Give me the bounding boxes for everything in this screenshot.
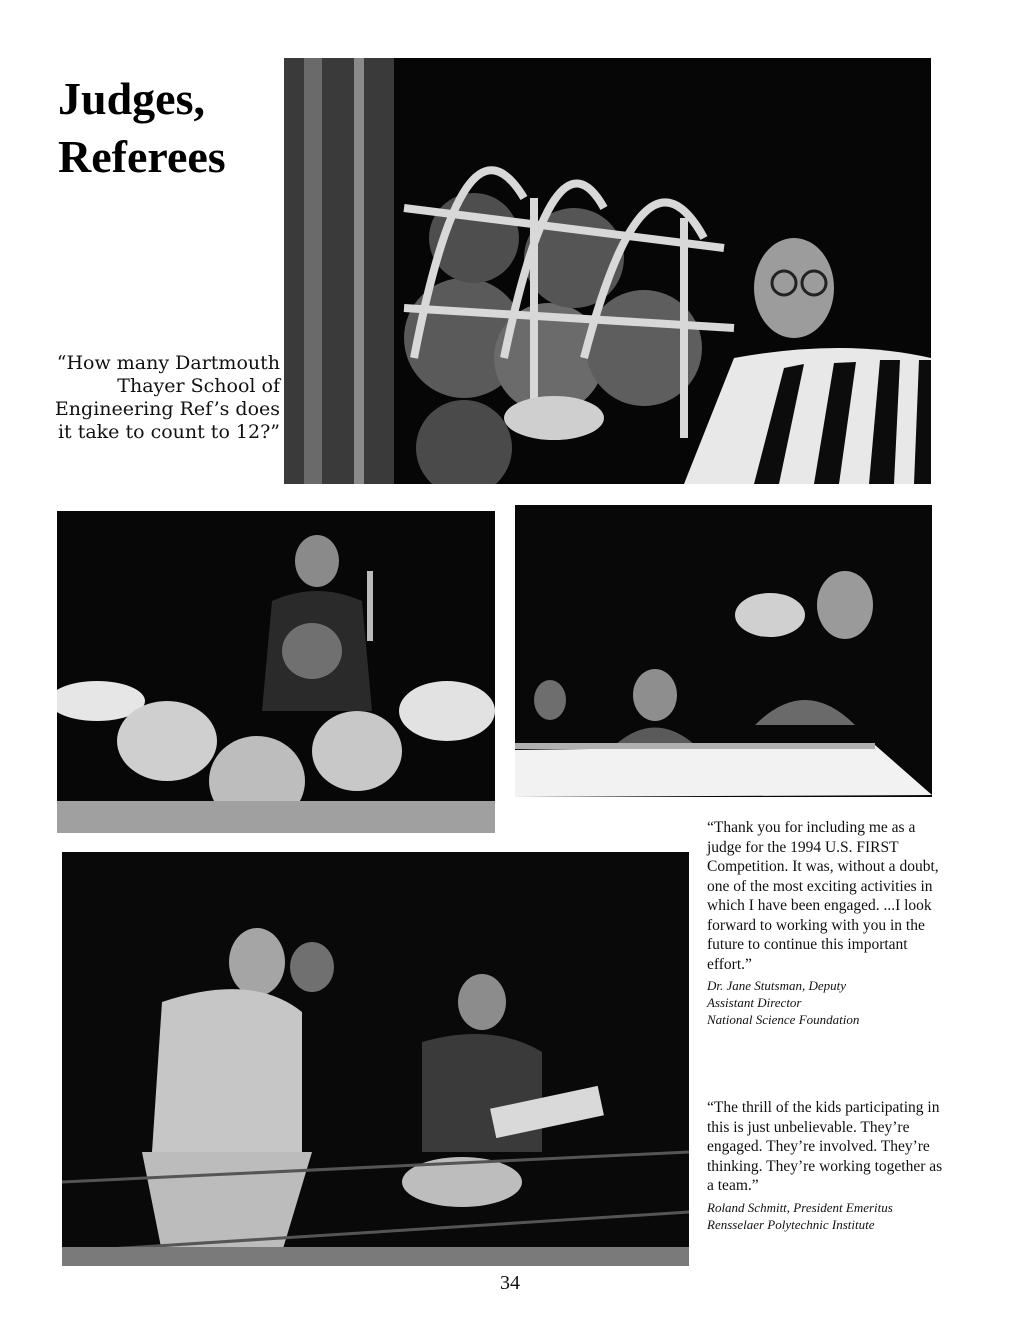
photo-judges-at-table <box>515 505 932 797</box>
attribution-line: Rensselaer Polytechnic Institute <box>707 1216 875 1232</box>
quote-schmitt <box>707 1098 947 1233</box>
attribution-line: Assistant Director <box>707 995 802 1010</box>
page-title <box>58 70 298 186</box>
title-line-1: Judges, <box>58 73 205 124</box>
page-number: 34 <box>500 1272 520 1294</box>
quote-text: “Thank you for including me as a judge for the 1994 U.S. FIRST Competition. It was, without a doubt, one of the most exciting activities in which I have been engaged. ...I look forward to working with you in the future to continue this important effort.” <box>707 819 939 973</box>
quote-attribution <box>707 977 947 1028</box>
attribution-line: National Science Foundation <box>707 1012 860 1027</box>
attribution-line: Roland Schmitt, President Emeritus <box>707 1199 893 1215</box>
photo-judges-kneeling-courtside <box>62 852 689 1266</box>
attribution-line: Dr. Jane Stutsman, Deputy <box>707 978 847 993</box>
title-line-2: Referees <box>58 131 226 182</box>
photo-referee-counting-balls <box>284 58 931 484</box>
quote-text: “The thrill of the kids participating in this is just unbelievable. They’re engaged. They’re involved. They’re thinking. They’re working together as a team.” <box>707 1099 943 1194</box>
quote-stutsman <box>707 818 947 1028</box>
photo-caption: “How many Dartmouth Thayer School of Engineering Ref’s does it take to count to 12?” <box>54 352 280 443</box>
quote-attribution <box>707 1199 947 1233</box>
photo-speaker-with-microphone <box>57 511 495 833</box>
